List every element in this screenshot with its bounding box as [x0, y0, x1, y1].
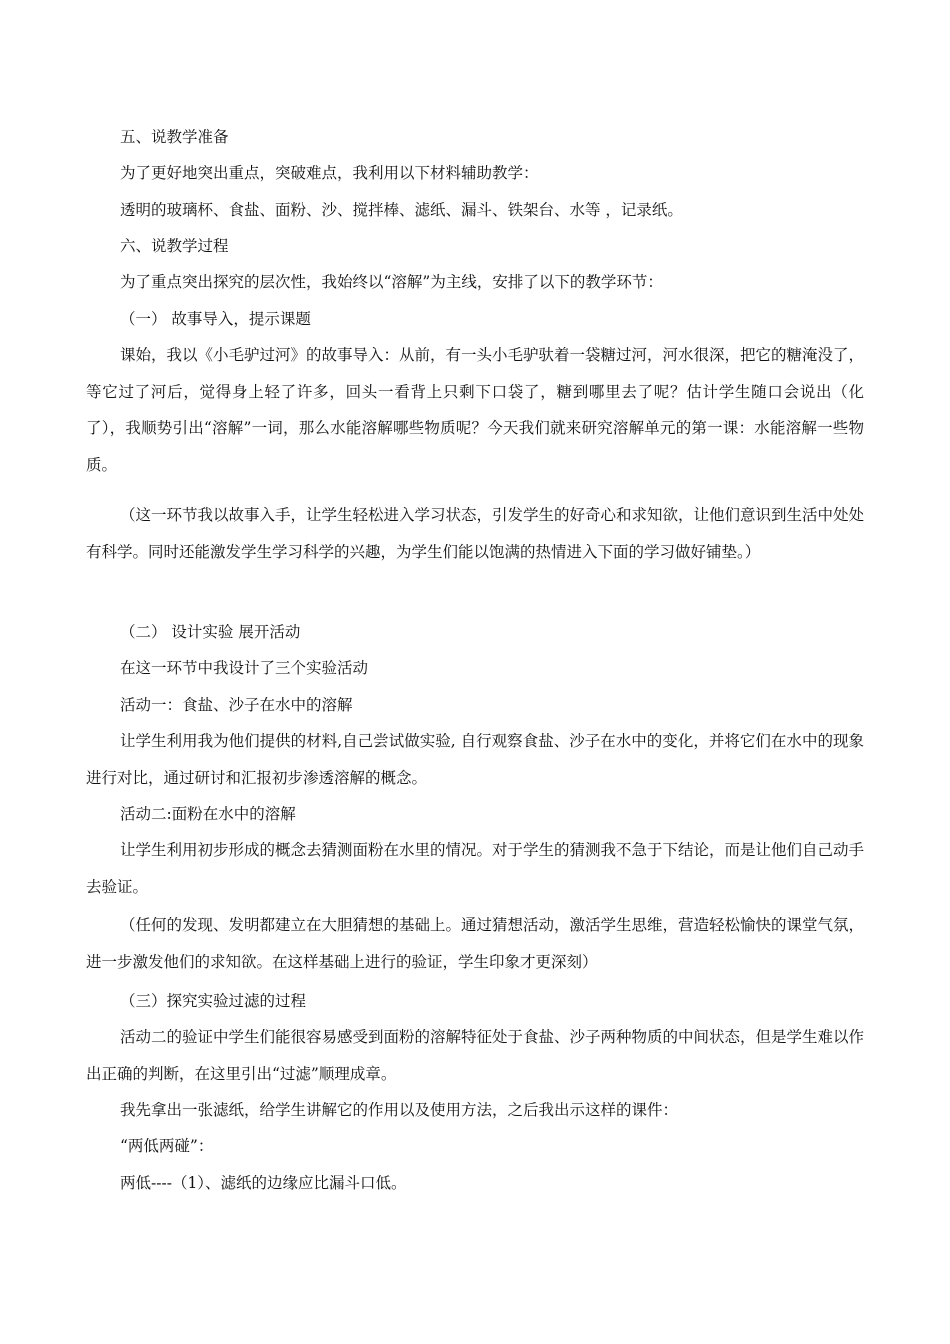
activity-heading-1: 活动一：食盐、沙子在水中的溶解 [120, 696, 353, 714]
section-heading-process: 六、说教学过程 [120, 237, 229, 255]
activity-heading-2: 活动二:面粉在水中的溶解 [120, 805, 296, 823]
paragraph: 为了重点突出探究的层次性，我始终以“溶解”为主线，安排了以下的教学环节： [120, 273, 663, 291]
materials-list: 透明的玻璃杯、食盐、面粉、沙、搅拌棒、滤纸、漏斗、铁架台、水等 ，记录纸。 [120, 201, 683, 219]
paragraph: 让学生利用我为他们提供的材料,自己尝试做实验, 自行观察食盐、沙子在水中的变化，并将它们在水中的现象进行对比，通过研讨和汇报初步渗透溶解的概念。 [86, 732, 864, 787]
paragraph-note: （这一环节我以故事入手，让学生轻松进入学习状态，引发学生的好奇心和求知欲，让他们意识到生活中处处有科学。同时还能激发学生学习科学的兴趣，为学生们能以饱满的热情进入下面的学习做好铺垫。） [86, 506, 865, 561]
paragraph: 为了更好地突出重点，突破难点，我利用以下材料辅助教学： [120, 164, 539, 182]
paragraph: 让学生利用初步形成的概念去猜测面粉在水里的情况。对于学生的猜测我不急于下结论，而是让他们自己动手去验证。 [86, 841, 865, 896]
subsection-heading-2: （二） 设计实验 展开活动 [120, 623, 301, 641]
paragraph: 在这一环节中我设计了三个实验活动 [120, 659, 369, 677]
rule-item-1: 两低----（1）、滤纸的边缘应比漏斗口低。 [120, 1174, 407, 1192]
paragraph: 课始，我以《小毛驴过河》的故事导入：从前，有一头小毛驴驮着一袋糖过河，河水很深，把它的糖淹没了，等它过了河后，觉得身上轻了许多，回头一看背上只剩下口袋了，糖到哪里去了呢？估计学生随口会说出（化了），我顺势引出“溶解”一词，那么水能溶解哪些物质呢？今天我们就来研究溶解单元的第一课：水能溶解一些物质。 [86, 346, 865, 474]
subsection-heading-3: （三）探究实验过滤的过程 [120, 992, 307, 1010]
paragraph-note: （任何的发现、发明都建立在大胆猜想的基础上。通过猜想活动，激活学生思维，营造轻松愉快的课堂气氛，进一步激发他们的求知欲。在这样基础上进行的验证，学生印象才更深刻） [86, 916, 865, 971]
paragraph: 我先拿出一张滤纸，给学生讲解它的作用以及使用方法，之后我出示这样的课件： [120, 1101, 679, 1119]
section-heading-preparation: 五、说教学准备 [120, 128, 229, 146]
paragraph: 活动二的验证中学生们能很容易感受到面粉的溶解特征处于食盐、沙子两种物质的中间状态，但是学生难以作出正确的判断，在这里引出“过滤”顺理成章。 [86, 1028, 865, 1083]
subsection-heading-1: （一） 故事导入，提示课题 [120, 310, 311, 328]
rule-heading: “两低两碰”： [120, 1137, 214, 1155]
